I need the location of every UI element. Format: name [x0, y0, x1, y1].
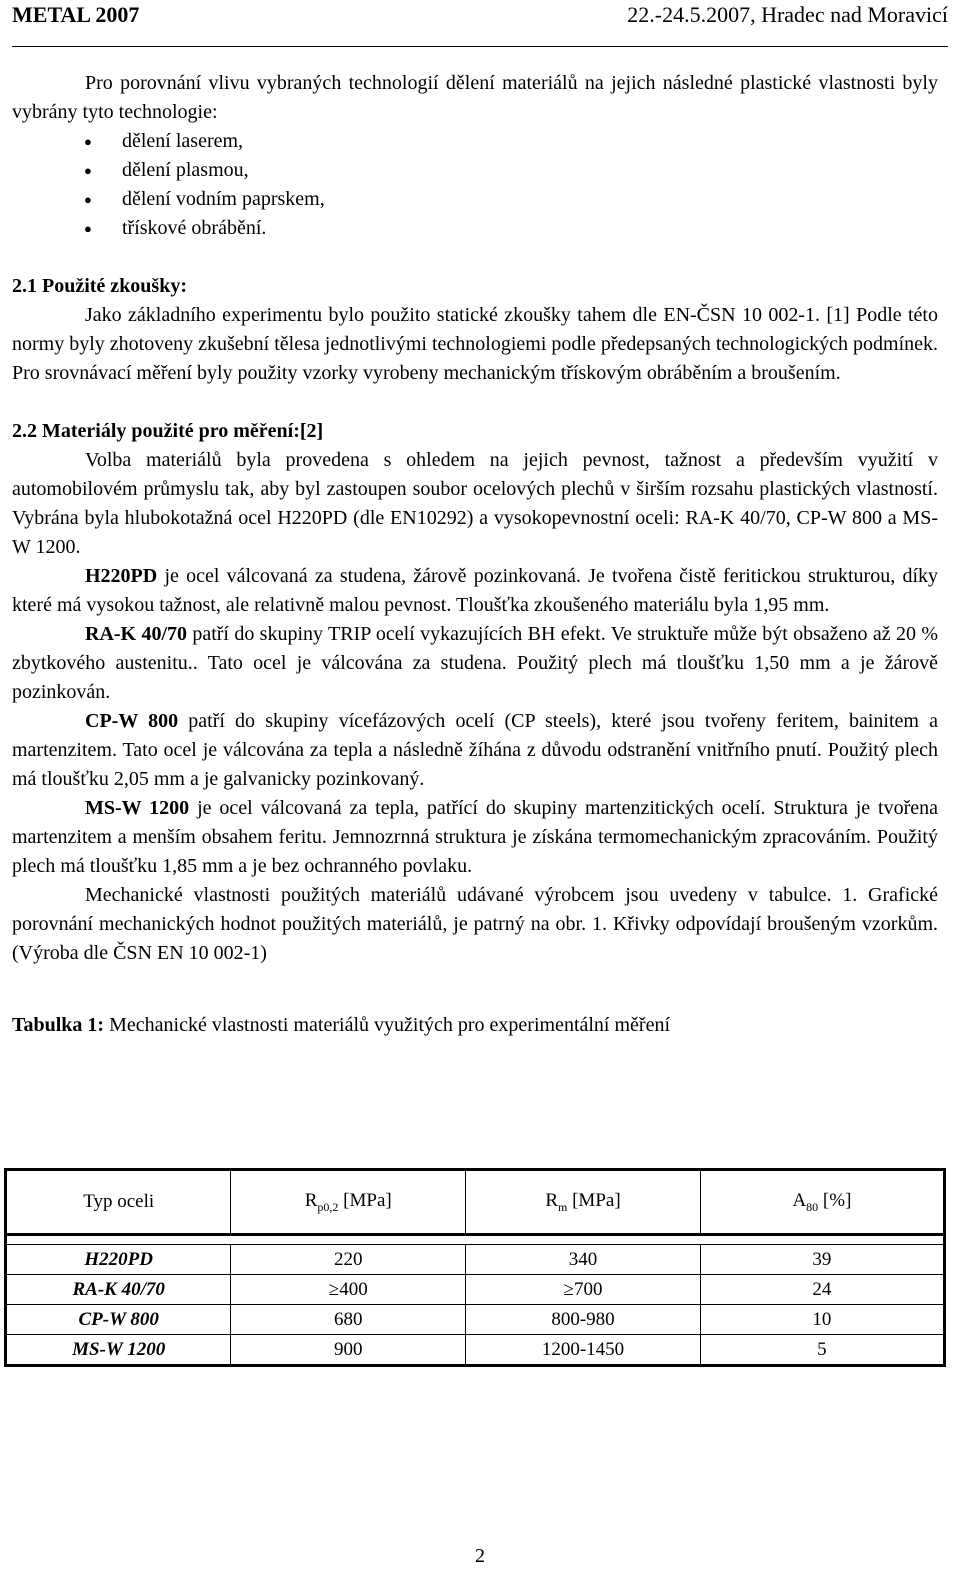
page-number: 2: [475, 1545, 485, 1567]
cell-rp: 900: [231, 1335, 466, 1366]
section-heading-2-2: 2.2 Materiály použité pro měření:[2]: [12, 420, 324, 442]
closing-paragraph: Mechanické vlastnosti použitých materiálů udávané výrobcem jsou uvedeny v tabulce. 1. Grafické porovnání mechanických hodnot použitých materiálů, je patrný na obr. 1. Křivky odpovídají broušeným vzorkům.(Výroba dle ČSN EN 10 002-1): [12, 884, 938, 964]
body-text: [12, 69, 938, 1040]
list-item: ● dělení laserem,: [12, 127, 938, 156]
table-caption: [12, 1011, 938, 1040]
header-elongation: $A_{80}$ [%]: [700, 1170, 944, 1235]
header-tensile-strength: $R_m$ [MPa]: [466, 1170, 701, 1235]
material-name: H220PD: [85, 565, 158, 587]
list-item: ● dělení vodním paprskem,: [12, 185, 938, 214]
table-row: [6, 1245, 945, 1275]
conference-date-place: 22.-24.5.2007, Hradec nad Moravicí: [627, 2, 948, 27]
materials-intro-paragraph: Volba materiálů byla provedena s ohledem na jejich pevnost, tažnost a především využití v automobilovém průmyslu tak, aby byl zastoupen soubor ocelových plechů v širším rozsahu plastických vlastností. Vybrána byla hlubokotažná ocel H220PD (dle EN10292) a vysokopevnostní oceli: RA-K 40/70, CP-W 800 a MS-W 1200.: [12, 449, 938, 558]
material-name: RA-K 40/70: [85, 623, 187, 645]
material-paragraph: H220PD je ocel válcovaná za studena, žárově pozinkovaná. Je tvořena čistě feritickou strukturou, díky které má vysokou tažnost, ale relativně malou pevnost. Tloušťka zkoušeného materiálu byla 1,95 mm.: [12, 565, 938, 616]
section-2-1-paragraph: Jako základního experimentu bylo použito statické zkoušky tahem dle EN-ČSN 10 002-1. [1] Podle této normy byly zhotoveny zkušební tělesa jednotlivými technologiemi podle předepsaných technologických podmínek. Pro srovnávací měření byly použity vzorky vyrobeny mechanickým třískovým obráběním a broušením.: [12, 304, 938, 384]
header-yield-strength: $R_{p0,2}$ [MPa]: [231, 1170, 466, 1235]
list-item: ● třískové obrábění.: [12, 214, 938, 243]
cell-rp: ≥400: [231, 1275, 466, 1305]
material-name: CP-W 800: [85, 710, 179, 732]
cell-steel-name: CP-W 800: [6, 1305, 231, 1335]
cell-a80: 10: [700, 1305, 944, 1335]
list-item: ● dělení plasmou,: [12, 156, 938, 185]
cell-steel-name: MS-W 1200: [6, 1335, 231, 1366]
table-row: [6, 1305, 945, 1335]
technology-list: [12, 127, 938, 243]
table-row: [6, 1275, 945, 1305]
cell-rm: 340: [466, 1245, 701, 1275]
material-paragraph: MS-W 1200 je ocel válcovaná za tepla, patřící do skupiny martenzitických ocelí. Struktura je tvořena martenzitem a menším obsahem feritu. Jemnozrnná struktura je získána termomechanickým zpracováním. Použitý plech má tloušťku 1,85 mm a je bez ochranného povlaku.: [12, 797, 938, 877]
table-row: [6, 1335, 945, 1366]
cell-a80: 5: [700, 1335, 944, 1366]
cell-rp: 680: [231, 1305, 466, 1335]
cell-steel-name: H220PD: [6, 1245, 231, 1275]
mechanical-properties-table: [4, 1168, 946, 1367]
conference-name: METAL 2007: [12, 2, 140, 27]
table-header-row: [6, 1170, 945, 1235]
cell-a80: 24: [700, 1275, 944, 1305]
table-caption-label: Tabulka 1:: [12, 1014, 105, 1036]
cell-steel-name: RA-K 40/70: [6, 1275, 231, 1305]
section-heading-2-1: 2.1 Použité zkoušky:: [12, 275, 187, 297]
material-paragraph: CP-W 800 patří do skupiny vícefázových ocelí (CP steels), které jsou tvořeny feritem, bainitem a martenzitem. Tato ocel je válcována za tepla a následně žíhána z důvodu odstranění vnitřního pnutí. Použitý plech má tloušťku 2,05 mm a je galvanicky pozinkovaný.: [12, 710, 938, 790]
material-paragraph: RA-K 40/70 patří do skupiny TRIP ocelí vykazujících BH efekt. Ve struktuře může být obsaženo až 20 % zbytkového austenitu.. Tato ocel je válcována za studena. Použitý plech má tloušťku 1,50 mm a je žárově pozinkován.: [12, 623, 938, 703]
intro-paragraph: Pro porovnání vlivu vybraných technologií dělení materiálů na jejich následné plastické vlastnosti byly vybrány tyto technologie:: [12, 72, 938, 123]
material-name: MS-W 1200: [85, 797, 190, 819]
cell-a80: 39: [700, 1245, 944, 1275]
header-steel-type: Typ oceli: [6, 1170, 231, 1235]
cell-rm: 1200-1450: [466, 1335, 701, 1366]
table-caption-text: Mechanické vlastnosti materiálů využitých pro experimentální měření: [104, 1014, 671, 1036]
cell-rm: 800-980: [466, 1305, 701, 1335]
cell-rm: ≥700: [466, 1275, 701, 1305]
cell-rp: 220: [231, 1245, 466, 1275]
running-header: [12, 0, 948, 47]
